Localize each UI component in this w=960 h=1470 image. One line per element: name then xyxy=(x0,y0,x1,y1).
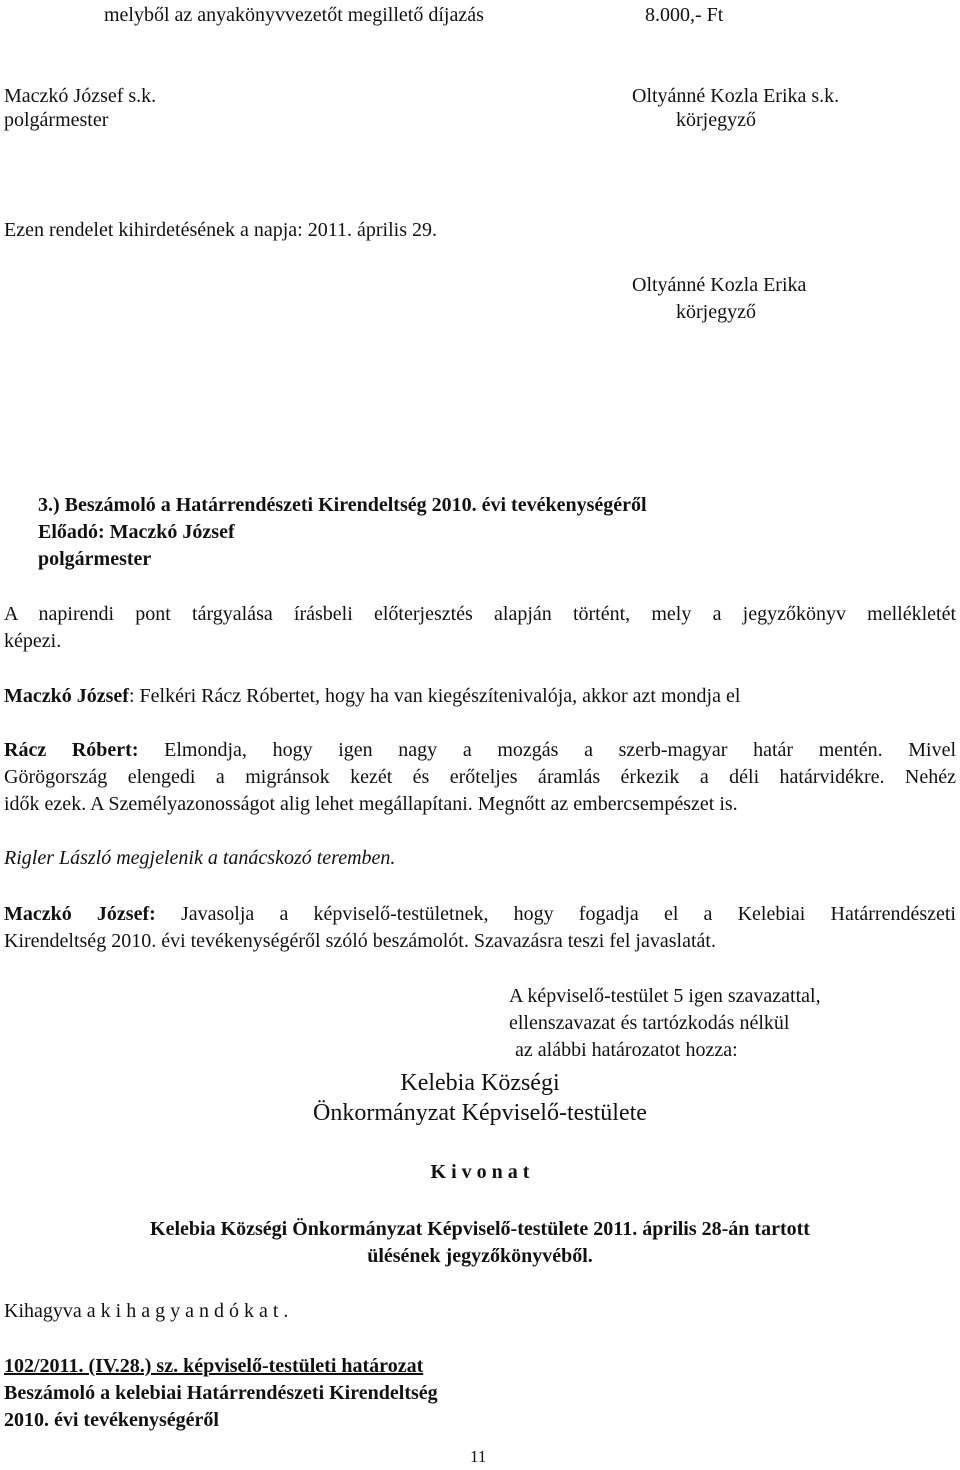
resolution-subject: 2010. évi tevékenységéről xyxy=(4,1409,219,1431)
notary-title: körjegyző xyxy=(676,109,756,131)
paragraph-proposal-line xyxy=(4,902,956,926)
resolution-number: 102/2011. (IV.28.) sz. képviselő-testületi határozat xyxy=(4,1355,424,1377)
extract-description: ülésének jegyzőkönyvéből. xyxy=(367,1245,593,1267)
vote-line: az alábbi határozatot hozza: xyxy=(515,1039,738,1061)
intro-line: képezi. xyxy=(4,630,62,652)
paragraph-racz-line: Görögország elengedi a migránsok kezét és erőteljes áramlás érkezik a déli határvidékre. Nehéz xyxy=(4,766,956,788)
extract-description: Kelebia Községi Önkormányzat Képviselő-testülete 2011. április 28-án tartott xyxy=(150,1218,810,1240)
speaker-name: Maczkó József xyxy=(4,685,129,707)
intro-line: A napirendi pont tárgyalása írásbeli előterjesztés alapján történt, mely a jegyzőkönyv mellékletét xyxy=(4,603,956,625)
announcement-signer-name: Oltyánné Kozla Erika xyxy=(632,274,807,296)
vote-line: ellenszavazat és tartózkodás nélkül xyxy=(509,1012,790,1034)
paragraph-mayor-request xyxy=(4,684,740,708)
omitted-note: Kihagyva a k i h a g y a n d ó k a t . xyxy=(4,1300,289,1322)
arrival-note: Rigler László megjelenik a tanácskozó teremben. xyxy=(4,847,396,869)
agenda-item-heading: 3.) Beszámoló a Határrendészeti Kirendeltség 2010. évi tevékenységéről xyxy=(38,494,647,516)
speech-text: Javasolja a képviselő-testületnek, hogy fogadja el a Kelebiai Határrendészeti xyxy=(180,903,956,925)
paragraph-racz-line xyxy=(4,738,956,762)
announcement-date: Ezen rendelet kihirdetésének a napja: 2011. április 29. xyxy=(4,219,437,241)
speech-text: : Felkéri Rácz Róbertet, hogy ha van kiegészítenivalója, akkor azt mondja el xyxy=(128,685,741,707)
speaker-name: Maczkó József: xyxy=(4,903,156,925)
body-title: Kelebia Községi xyxy=(400,1070,560,1096)
paragraph-proposal-line: Kirendeltség 2010. évi tevékenységéről szóló beszámolót. Szavazásra teszi fel javaslatát. xyxy=(4,930,716,952)
paragraph-racz-line: idők ezek. A Személyazonosságot alig lehet megállapítani. Megnőtt az embercsempészet is. xyxy=(4,793,738,815)
fee-text: melyből az anyakönyvvezetőt megillető díjazás xyxy=(104,4,484,26)
fee-amount: 8.000,- Ft xyxy=(645,4,724,26)
extract-title: K i v o n a t xyxy=(430,1161,530,1183)
speech-text: Elmondja, hogy igen nagy a mozgás a szerb-magyar határ mentén. Mivel xyxy=(164,739,957,761)
agenda-presenter: Előadó: Maczkó József xyxy=(38,521,235,543)
mayor-title: polgármester xyxy=(4,109,109,131)
announcement-signer-title: körjegyző xyxy=(676,301,756,323)
speaker-name: Rácz Róbert: xyxy=(4,739,139,761)
resolution-subject: Beszámoló a kelebiai Határrendészeti Kirendeltség xyxy=(4,1382,438,1404)
body-title: Önkormányzat Képviselő-testülete xyxy=(313,1100,647,1126)
agenda-presenter-title: polgármester xyxy=(38,548,152,570)
mayor-name: Maczkó József s.k. xyxy=(4,85,157,107)
notary-name: Oltyánné Kozla Erika s.k. xyxy=(632,85,840,107)
page-number: 11 xyxy=(470,1447,487,1466)
vote-line: A képviselő-testület 5 igen szavazattal, xyxy=(509,985,821,1007)
